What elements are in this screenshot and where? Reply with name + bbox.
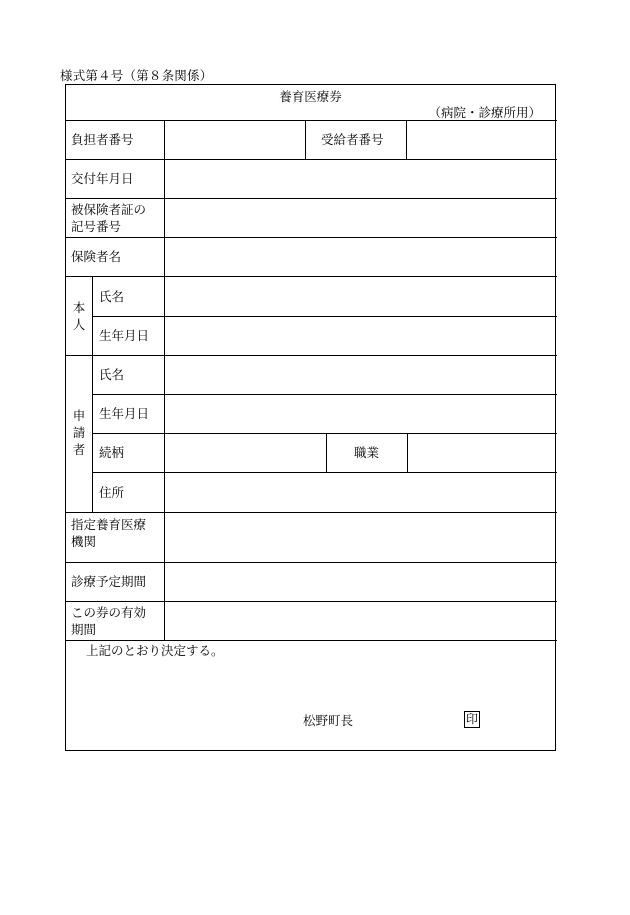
insurance-card-label: 記号番号: [71, 219, 122, 234]
applicant-name-label: 氏名: [99, 367, 125, 382]
applicant-group-char: 者: [72, 442, 86, 457]
insurance-card-label: 被保険者証の: [71, 202, 147, 217]
treatment-period-field[interactable]: [165, 563, 556, 601]
insurance-card-field[interactable]: [165, 199, 556, 237]
recipient-number-label: 受給者番号: [321, 132, 384, 147]
occupation-label: 職業: [354, 445, 380, 460]
seal-mark: 印: [466, 712, 479, 726]
relationship-field[interactable]: [165, 434, 325, 472]
occupation-divider: [326, 433, 327, 472]
address-field[interactable]: [165, 473, 556, 511]
row-divider: [66, 640, 557, 641]
recipient-number-divider: [305, 120, 306, 159]
insurer-name-field[interactable]: [165, 238, 556, 276]
patient-name-field[interactable]: [165, 277, 556, 315]
validity-period-field[interactable]: [165, 602, 556, 640]
payer-number-label: 負担者番号: [71, 132, 134, 147]
validity-period-label: 期間: [71, 622, 97, 637]
designated-institution-label: 機関: [71, 534, 97, 549]
payer-number-field[interactable]: [165, 121, 304, 159]
issuer-title: 松野町長: [303, 713, 354, 728]
applicant-birthdate-label: 生年月日: [99, 406, 150, 421]
patient-name-label: 氏名: [99, 289, 125, 304]
patient-group-label: [71, 299, 87, 333]
relationship-label: 続柄: [99, 445, 125, 460]
insurer-name-label: 保険者名: [71, 249, 122, 264]
designated-institution-field[interactable]: [165, 513, 556, 561]
group-column-divider: [92, 276, 93, 355]
designated-institution-label: 指定養育医療: [71, 517, 147, 532]
occupation-field[interactable]: [408, 434, 556, 472]
patient-group-char: 人: [72, 317, 86, 332]
group-column-divider: [92, 355, 93, 512]
address-label: 住所: [99, 485, 125, 500]
issue-date-field[interactable]: [165, 160, 556, 198]
patient-birthdate-field[interactable]: [165, 317, 556, 355]
applicant-name-field[interactable]: [165, 356, 556, 394]
patient-birthdate-label: 生年月日: [99, 328, 150, 343]
decision-statement: 上記のとおり決定する。: [86, 643, 224, 658]
applicant-group-label: [71, 407, 87, 458]
form-number-label: 様式第４号（第８条関係）: [60, 68, 213, 83]
treatment-period-label: 診療予定期間: [71, 574, 147, 589]
form-subtitle: （病院・診療所用）: [428, 105, 541, 120]
form-title: 養育医療券: [279, 89, 342, 104]
validity-period-label: この券の有効: [71, 605, 147, 620]
patient-group-char: 本: [72, 300, 86, 315]
recipient-number-field[interactable]: [407, 121, 556, 159]
medical-care-voucher-form: [65, 84, 556, 751]
applicant-group-char: 申: [72, 408, 86, 423]
applicant-birthdate-field[interactable]: [165, 395, 556, 433]
applicant-group-char: 請: [72, 425, 86, 440]
issue-date-label: 交付年月日: [71, 171, 134, 186]
